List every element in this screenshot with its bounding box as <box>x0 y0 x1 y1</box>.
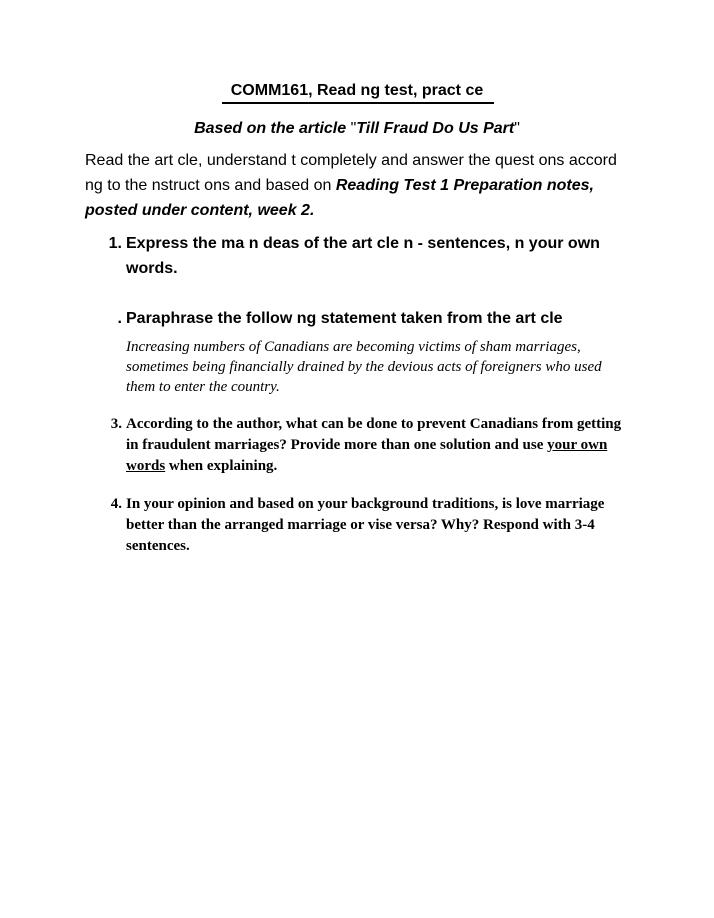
instructions-bold-reference: Reading Test 1 Preparation notes, posted under content, week 2 <box>85 177 594 219</box>
question-number: 3. <box>110 416 122 432</box>
question-2 <box>100 306 630 397</box>
subtitle-open-quote: " <box>346 120 357 137</box>
instructions-paragraph <box>85 148 630 223</box>
document-subtitle <box>0 120 714 138</box>
subtitle-close-quote: " <box>514 120 520 137</box>
question-text: Paraphrase the follow ng statement taken from the art cle <box>126 310 563 327</box>
question-text: Express the ma n deas of the art cle n - sentences, n your own words. <box>126 235 600 277</box>
question-text-after: when explaining. <box>165 458 278 474</box>
underlined-phrase: your own words <box>126 437 608 474</box>
question-text-before: According to the author, what can be done to prevent Canadians from getting in fraudulent marriages? Provide more than one solution and use <box>126 416 622 453</box>
subtitle-article-name: Till Fraud Do Us Part <box>356 120 515 137</box>
question-text <box>126 414 630 477</box>
title-underline <box>222 102 494 104</box>
question-4 <box>100 494 630 557</box>
article-quote: Increasing numbers of Canadians are becoming victims of sham marriages, sometimes being financially drained by the devious acts of foreigners who used them to enter the country. <box>126 339 602 395</box>
question-1 <box>100 231 630 281</box>
subtitle-prefix: Based on the article <box>194 120 347 137</box>
document-title: COMM161, Read ng test, pract ce <box>230 82 484 99</box>
question-number: 1. <box>108 235 122 252</box>
question-number: . <box>117 310 122 327</box>
instructions-end: . <box>309 202 315 219</box>
question-3 <box>100 414 630 477</box>
instructions-text: Read the art cle, understand t completely and answer the quest ons accord ng to the nstruct ons and based on <box>85 152 617 194</box>
question-text: In your opinion and based on your background traditions, is love marriage better than the arranged marriage or vise versa? Why? Respond with 3-4 sentences. <box>126 496 605 554</box>
question-number: 4. <box>110 496 122 512</box>
